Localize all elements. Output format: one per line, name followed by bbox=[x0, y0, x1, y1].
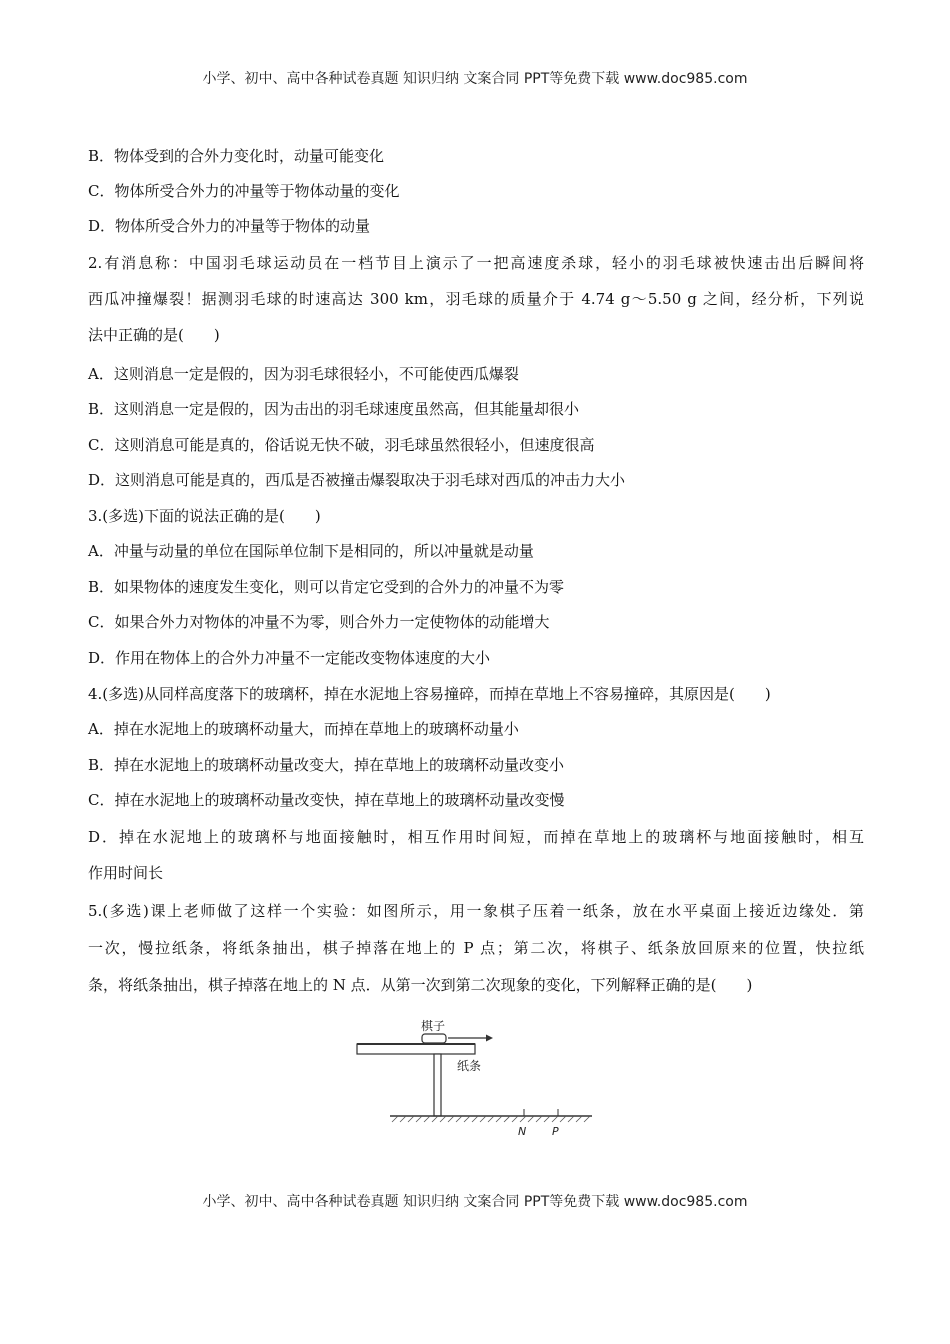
q2-stem-line3: 法中正确的是( ) bbox=[88, 326, 220, 344]
q1-option-d: D．物体所受合外力的冲量等于物体的动量 bbox=[88, 217, 371, 235]
q3-option-c: C．如果合外力对物体的冲量不为零，则合外力一定使物体的动能增大 bbox=[88, 613, 550, 631]
page-header: 小学、初中、高中各种试卷真题 知识归纳 文案合同 PPT等免费下载 www.doc985.com bbox=[202, 71, 748, 87]
q3-option-a: A．冲量与动量的单位在国际单位制下是相同的，所以冲量就是动量 bbox=[88, 542, 534, 560]
q3-option-b: B．如果物体的速度发生变化，则可以肯定它受到的合外力的冲量不为零 bbox=[88, 578, 565, 596]
q5-stem-line1: 5.(多选)课上老师做了这样一个实验：如图所示，用一象棋子压着一纸条，放在水平桌面上接近边缘处．第 bbox=[88, 902, 864, 920]
q2-option-a: A．这则消息一定是假的，因为羽毛球很轻小，不可能使西瓜爆裂 bbox=[88, 365, 519, 383]
q4-stem: 4.(多选)从同样高度落下的玻璃杯，掉在水泥地上容易撞碎，而掉在草地上不容易撞碎，其原因是( ) bbox=[88, 685, 771, 703]
q4-option-a: A．掉在水泥地上的玻璃杯动量大，而掉在草地上的玻璃杯动量小 bbox=[88, 720, 519, 738]
page-footer: 小学、初中、高中各种试卷真题 知识归纳 文案合同 PPT等免费下载 www.doc985.com bbox=[202, 1194, 748, 1210]
label-n: N bbox=[518, 1125, 527, 1138]
q5-stem-line2: 一次，慢拉纸条，将纸条抽出，棋子掉落在地上的 P 点；第二次，将棋子、纸条放回原来的位置，快拉纸 bbox=[88, 939, 864, 957]
q1-option-c: C．物体所受合外力的冲量等于物体动量的变化 bbox=[88, 182, 400, 200]
label-chess-piece: 棋子 bbox=[421, 1019, 446, 1033]
q4-option-c: C．掉在水泥地上的玻璃杯动量改变快，掉在草地上的玻璃杯动量改变慢 bbox=[88, 791, 565, 809]
chess-piece bbox=[422, 1034, 446, 1043]
table-leg bbox=[434, 1054, 441, 1116]
q3-stem: 3.(多选)下面的说法正确的是( ) bbox=[88, 507, 321, 525]
q3-option-d: D．作用在物体上的合外力冲量不一定能改变物体速度的大小 bbox=[88, 649, 491, 667]
q4-option-b: B．掉在水泥地上的玻璃杯动量改变大，掉在草地上的玻璃杯动量改变小 bbox=[88, 756, 565, 774]
table-top bbox=[357, 1044, 475, 1054]
pull-arrow-head bbox=[486, 1035, 493, 1042]
q4-option-d-line1: D．掉在水泥地上的玻璃杯与地面接触时，相互作用时间短，而掉在草地上的玻璃杯与地面接触时，相互 bbox=[88, 828, 864, 846]
q2-stem-line1: 2.有消息称：中国羽毛球运动员在一档节目上演示了一把高速度杀球，轻小的羽毛球被快速击出后瞬间将 bbox=[88, 254, 864, 272]
q2-option-c: C．这则消息可能是真的，俗话说无快不破，羽毛球虽然很轻小，但速度很高 bbox=[88, 436, 595, 454]
q4-option-d-line2: 作用时间长 bbox=[88, 864, 164, 882]
q1-option-b: B．物体受到的合外力变化时，动量可能变化 bbox=[88, 147, 385, 165]
label-paper-strip: 纸条 bbox=[457, 1059, 482, 1073]
label-p: P bbox=[552, 1125, 559, 1138]
q2-option-b: B．这则消息一定是假的，因为击出的羽毛球速度虽然高，但其能量却很小 bbox=[88, 400, 580, 418]
ground-hatching bbox=[392, 1116, 590, 1122]
q2-option-d: D．这则消息可能是真的，西瓜是否被撞击爆裂取决于羽毛球对西瓜的冲击力大小 bbox=[88, 471, 626, 489]
experiment-figure bbox=[352, 1019, 597, 1142]
q2-stem-line2: 西瓜冲撞爆裂！据测羽毛球的时速高达 300 km，羽毛球的质量介于 4.74 g～5.50 g 之间，经分析，下列说 bbox=[88, 290, 864, 308]
q5-stem-line3: 条，将纸条抽出，棋子掉落在地上的 N 点．从第一次到第二次现象的变化，下列解释正确的是( ) bbox=[88, 976, 753, 994]
